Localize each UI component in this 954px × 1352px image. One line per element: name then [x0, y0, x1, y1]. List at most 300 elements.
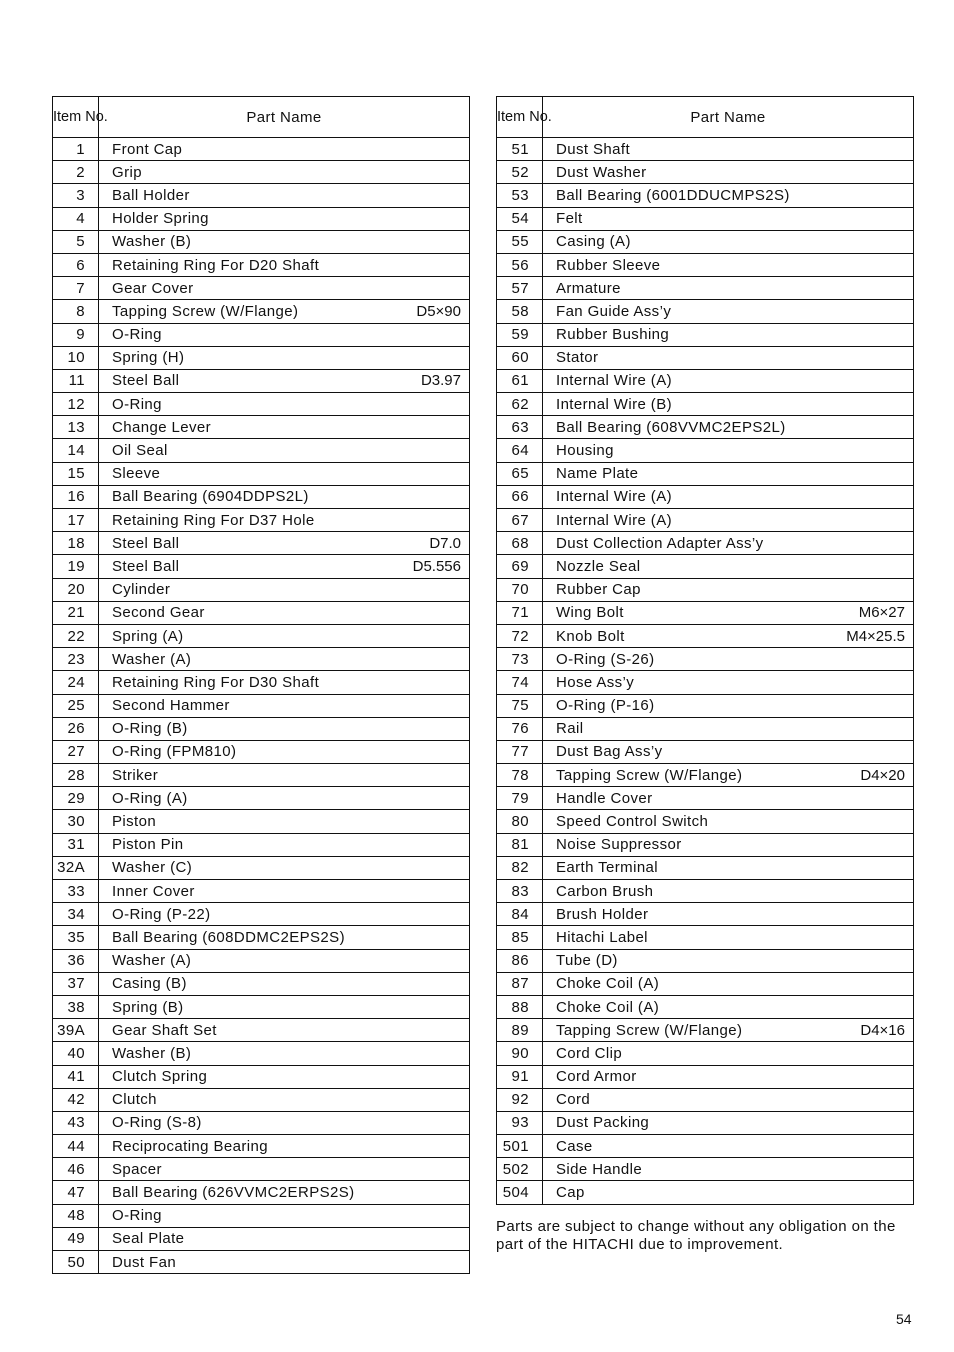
part-name-cell	[99, 648, 470, 671]
part-name-cell	[99, 856, 470, 879]
part-name-cell	[99, 949, 470, 972]
table-row	[53, 462, 470, 485]
table-row	[53, 230, 470, 253]
table-row	[53, 972, 470, 995]
item-no-cell: 504	[497, 1181, 543, 1204]
part-name-text: Earth Terminal	[556, 859, 659, 877]
part-name-cell	[543, 740, 914, 763]
part-name-cell	[99, 1135, 470, 1158]
item-no-cell: 33	[53, 880, 99, 903]
part-name-text: Retaining Ring For D30 Shaft	[112, 673, 320, 691]
item-no-cell: 57	[497, 277, 543, 300]
table-row	[497, 1042, 914, 1065]
item-no-cell: 11	[53, 369, 99, 392]
item-no-cell: 34	[53, 903, 99, 926]
part-name-text: Nozzle Seal	[556, 557, 641, 575]
table-row	[53, 764, 470, 787]
part-name-text: Name Plate	[556, 465, 639, 483]
part-name-cell	[543, 300, 914, 323]
table-row	[497, 323, 914, 346]
table-row	[497, 509, 914, 532]
part-name-text: Internal Wire (B)	[556, 395, 672, 413]
part-name-text: Piston	[112, 813, 157, 831]
part-name-text: Second Hammer	[112, 697, 230, 715]
part-name-text: Hitachi Label	[556, 928, 648, 946]
item-no-cell: 75	[497, 694, 543, 717]
table-row	[497, 138, 914, 161]
table-header-row	[497, 97, 914, 138]
part-name-text: Hose Ass’y	[556, 673, 635, 691]
part-name-text: O-Ring (P-16)	[556, 697, 655, 715]
item-no-cell: 502	[497, 1158, 543, 1181]
item-no-cell: 84	[497, 903, 543, 926]
part-name-text: Reciprocating Bearing	[112, 1137, 268, 1155]
part-name-text: Cylinder	[112, 581, 171, 599]
table-header-row	[53, 97, 470, 138]
table-row	[53, 1019, 470, 1042]
part-name-cell	[543, 1158, 914, 1181]
part-name-cell	[543, 207, 914, 230]
table-row	[497, 764, 914, 787]
part-name-text: Handle Cover	[556, 789, 653, 807]
table-row	[497, 949, 914, 972]
part-name-text: Ball Bearing (608DDMC2EPS2S)	[112, 928, 345, 946]
item-no-header: Item No.	[497, 97, 543, 138]
item-no-cell: 87	[497, 972, 543, 995]
part-spec-text: D5×90	[416, 302, 461, 320]
table-row	[53, 578, 470, 601]
item-no-cell: 51	[497, 138, 543, 161]
part-name-cell	[99, 880, 470, 903]
item-no-cell: 78	[497, 764, 543, 787]
part-name-cell	[543, 1019, 914, 1042]
item-no-cell: 74	[497, 671, 543, 694]
part-name-cell	[543, 346, 914, 369]
part-name-text: Steel Ball	[112, 557, 180, 575]
part-name-cell	[99, 740, 470, 763]
table-row	[53, 903, 470, 926]
part-name-cell	[99, 161, 470, 184]
table-row	[53, 439, 470, 462]
item-no-cell: 39A	[53, 1019, 99, 1042]
item-no-cell: 17	[53, 509, 99, 532]
part-name-text: Oil Seal	[112, 442, 168, 460]
part-name-text: O-Ring (B)	[112, 720, 188, 738]
part-name-text: Internal Wire (A)	[556, 511, 672, 529]
part-name-cell	[543, 787, 914, 810]
item-no-cell: 36	[53, 949, 99, 972]
item-no-cell: 42	[53, 1088, 99, 1111]
table-row	[53, 1111, 470, 1134]
part-name-text: Rubber Cap	[556, 581, 641, 599]
part-name-text: Choke Coil (A)	[556, 975, 660, 993]
part-name-text: Internal Wire (A)	[556, 372, 672, 390]
part-name-text: Carbon Brush	[556, 882, 654, 900]
part-name-text: Dust Fan	[112, 1253, 177, 1271]
table-row	[497, 485, 914, 508]
part-name-text: Spring (H)	[112, 349, 185, 367]
part-name-text: Seal Plate	[112, 1230, 185, 1248]
part-name-cell	[99, 462, 470, 485]
part-name-cell	[543, 926, 914, 949]
table-row	[497, 1135, 914, 1158]
item-no-cell: 56	[497, 253, 543, 276]
part-name-cell	[99, 1088, 470, 1111]
part-name-cell	[543, 972, 914, 995]
part-name-cell	[99, 184, 470, 207]
item-no-cell: 64	[497, 439, 543, 462]
part-name-text: Casing (B)	[112, 975, 187, 993]
part-name-text: Ball Bearing (6001DDUCMPS2S)	[556, 186, 790, 204]
part-name-text: Side Handle	[556, 1160, 643, 1178]
part-name-text: O-Ring	[112, 1207, 162, 1225]
part-name-cell	[543, 694, 914, 717]
item-no-cell: 93	[497, 1111, 543, 1134]
part-name-cell	[543, 671, 914, 694]
part-name-text: O-Ring (S-8)	[112, 1114, 202, 1132]
item-no-cell: 82	[497, 856, 543, 879]
item-no-cell: 6	[53, 253, 99, 276]
item-no-cell: 71	[497, 601, 543, 624]
table-row	[497, 462, 914, 485]
part-name-cell	[99, 671, 470, 694]
table-row	[497, 671, 914, 694]
disclaimer-note: Parts are subject to change without any obligation on the part of the HITACHI due to improvement.	[496, 1218, 896, 1253]
part-name-cell	[99, 393, 470, 416]
part-name-cell	[543, 1065, 914, 1088]
table-row	[497, 416, 914, 439]
item-no-cell: 40	[53, 1042, 99, 1065]
table-row	[497, 903, 914, 926]
part-name-cell	[543, 810, 914, 833]
part-name-text: Inner Cover	[112, 882, 195, 900]
item-no-cell: 21	[53, 601, 99, 624]
part-name-text: O-Ring (FPM810)	[112, 743, 237, 761]
item-no-cell: 44	[53, 1135, 99, 1158]
part-name-cell	[543, 555, 914, 578]
part-name-cell	[543, 578, 914, 601]
table-row	[497, 995, 914, 1018]
table-row	[53, 1181, 470, 1204]
table-row	[497, 230, 914, 253]
table-row	[497, 277, 914, 300]
table-row	[53, 207, 470, 230]
table-row	[53, 833, 470, 856]
part-name-cell	[543, 323, 914, 346]
part-name-text: Ball Holder	[112, 186, 190, 204]
part-name-cell	[543, 253, 914, 276]
item-no-cell: 25	[53, 694, 99, 717]
item-no-cell: 18	[53, 532, 99, 555]
table-row	[497, 787, 914, 810]
item-no-cell: 62	[497, 393, 543, 416]
item-no-cell: 58	[497, 300, 543, 323]
part-name-text: Case	[556, 1137, 593, 1155]
item-no-cell: 7	[53, 277, 99, 300]
item-no-cell: 15	[53, 462, 99, 485]
table-row	[497, 300, 914, 323]
part-name-text: Tapping Screw (W/Flange)	[112, 302, 299, 320]
table-row	[53, 740, 470, 763]
part-name-text: Piston Pin	[112, 836, 184, 854]
item-no-cell: 68	[497, 532, 543, 555]
part-spec-text: M6×27	[858, 604, 905, 622]
item-no-cell: 67	[497, 509, 543, 532]
item-no-cell: 50	[53, 1251, 99, 1274]
part-name-text: Second Gear	[112, 604, 205, 622]
part-name-text: Dust Washer	[556, 163, 647, 181]
part-name-text: Tapping Screw (W/Flange)	[556, 766, 743, 784]
part-name-text: Casing (A)	[556, 233, 631, 251]
part-name-cell	[99, 1181, 470, 1204]
table-row	[53, 277, 470, 300]
part-name-cell	[99, 346, 470, 369]
part-name-cell	[99, 903, 470, 926]
part-spec-text: D4×16	[860, 1021, 905, 1039]
part-name-text: Choke Coil (A)	[556, 998, 660, 1016]
part-name-cell	[543, 1111, 914, 1134]
part-name-cell	[543, 393, 914, 416]
part-name-text: O-Ring (P-22)	[112, 905, 211, 923]
part-name-cell	[99, 1158, 470, 1181]
table-row	[53, 416, 470, 439]
parts-table-right	[496, 96, 914, 1205]
part-name-cell	[99, 369, 470, 392]
part-name-cell	[99, 253, 470, 276]
table-row	[497, 184, 914, 207]
part-name-text: Speed Control Switch	[556, 813, 709, 831]
table-row	[53, 1251, 470, 1274]
part-name-text: O-Ring (A)	[112, 789, 188, 807]
part-name-cell	[543, 717, 914, 740]
item-no-cell: 81	[497, 833, 543, 856]
item-no-cell: 65	[497, 462, 543, 485]
table-row	[53, 694, 470, 717]
table-row	[53, 1065, 470, 1088]
part-name-text: Tube (D)	[556, 952, 618, 970]
item-no-cell: 28	[53, 764, 99, 787]
part-name-cell	[99, 764, 470, 787]
item-no-cell: 10	[53, 346, 99, 369]
part-name-cell	[543, 1088, 914, 1111]
item-no-header: Item No.	[53, 97, 99, 138]
part-name-cell	[543, 462, 914, 485]
table-row	[53, 253, 470, 276]
item-no-cell: 30	[53, 810, 99, 833]
item-no-cell: 13	[53, 416, 99, 439]
table-row	[497, 880, 914, 903]
part-name-cell	[99, 694, 470, 717]
table-row	[497, 1019, 914, 1042]
part-name-cell	[99, 138, 470, 161]
part-name-cell	[99, 555, 470, 578]
part-name-text: Striker	[112, 766, 159, 784]
part-name-text: Rail	[556, 720, 584, 738]
item-no-cell: 88	[497, 995, 543, 1018]
table-row	[497, 1158, 914, 1181]
part-name-text: Housing	[556, 442, 614, 460]
part-name-text: Internal Wire (A)	[556, 488, 672, 506]
part-name-text: Gear Shaft Set	[112, 1021, 217, 1039]
table-row	[497, 439, 914, 462]
part-name-cell	[543, 369, 914, 392]
part-name-text: Spring (B)	[112, 998, 184, 1016]
item-no-cell: 52	[497, 161, 543, 184]
table-row	[53, 648, 470, 671]
part-name-text: Dust Bag Ass’y	[556, 743, 663, 761]
item-no-cell: 86	[497, 949, 543, 972]
part-name-cell	[99, 1019, 470, 1042]
item-no-cell: 5	[53, 230, 99, 253]
item-no-cell: 53	[497, 184, 543, 207]
item-no-cell: 73	[497, 648, 543, 671]
table-row	[497, 555, 914, 578]
part-name-cell	[543, 277, 914, 300]
part-name-cell	[99, 995, 470, 1018]
item-no-cell: 55	[497, 230, 543, 253]
table-row	[497, 161, 914, 184]
part-name-cell	[99, 230, 470, 253]
part-name-text: Holder Spring	[112, 210, 209, 228]
item-no-cell: 83	[497, 880, 543, 903]
part-name-text: Clutch	[112, 1091, 157, 1109]
table-row	[53, 926, 470, 949]
item-no-cell: 35	[53, 926, 99, 949]
table-row	[497, 648, 914, 671]
part-name-cell	[543, 161, 914, 184]
table-row	[53, 949, 470, 972]
part-name-text: Steel Ball	[112, 372, 180, 390]
table-row	[497, 833, 914, 856]
item-no-cell: 27	[53, 740, 99, 763]
table-row	[53, 717, 470, 740]
part-name-cell	[99, 532, 470, 555]
table-row	[53, 323, 470, 346]
part-name-cell	[99, 717, 470, 740]
item-no-cell: 90	[497, 1042, 543, 1065]
table-row	[497, 578, 914, 601]
item-no-cell: 23	[53, 648, 99, 671]
part-name-cell	[99, 833, 470, 856]
part-name-cell	[543, 184, 914, 207]
table-row	[53, 532, 470, 555]
table-row	[53, 509, 470, 532]
part-name-text: Washer (B)	[112, 233, 192, 251]
item-no-cell: 92	[497, 1088, 543, 1111]
item-no-cell: 43	[53, 1111, 99, 1134]
part-name-cell	[543, 995, 914, 1018]
part-name-text: Retaining Ring For D20 Shaft	[112, 256, 320, 274]
part-name-cell	[543, 138, 914, 161]
part-name-text: Spring (A)	[112, 627, 184, 645]
part-name-text: Cord	[556, 1091, 591, 1109]
part-name-cell	[543, 903, 914, 926]
part-name-cell	[99, 485, 470, 508]
part-name-header: Part Name	[99, 97, 470, 138]
table-row	[53, 1135, 470, 1158]
part-name-cell	[99, 323, 470, 346]
part-name-text: Dust Shaft	[556, 140, 631, 158]
part-name-text: O-Ring (S-26)	[556, 650, 655, 668]
part-name-text: Clutch Spring	[112, 1068, 208, 1086]
part-name-cell	[99, 1042, 470, 1065]
table-row	[497, 1181, 914, 1204]
part-name-cell	[543, 764, 914, 787]
part-name-text: O-Ring	[112, 326, 162, 344]
part-name-text: Rubber Sleeve	[556, 256, 661, 274]
item-no-cell: 16	[53, 485, 99, 508]
part-name-cell	[543, 1135, 914, 1158]
item-no-cell: 63	[497, 416, 543, 439]
item-no-cell: 46	[53, 1158, 99, 1181]
part-name-cell	[99, 439, 470, 462]
item-no-cell: 70	[497, 578, 543, 601]
table-row	[497, 856, 914, 879]
table-row	[497, 207, 914, 230]
item-no-cell: 61	[497, 369, 543, 392]
item-no-cell: 48	[53, 1204, 99, 1227]
table-row	[53, 369, 470, 392]
item-no-cell: 29	[53, 787, 99, 810]
part-name-text: Retaining Ring For D37 Hole	[112, 511, 315, 529]
part-name-text: Armature	[556, 279, 621, 297]
part-name-cell	[99, 1204, 470, 1227]
table-row	[53, 624, 470, 647]
item-no-cell: 66	[497, 485, 543, 508]
table-row	[53, 393, 470, 416]
table-row	[53, 856, 470, 879]
item-no-cell: 77	[497, 740, 543, 763]
item-no-cell: 76	[497, 717, 543, 740]
part-name-cell	[99, 972, 470, 995]
item-no-cell: 69	[497, 555, 543, 578]
part-name-text: Ball Bearing (6904DDPS2L)	[112, 488, 309, 506]
table-row	[53, 300, 470, 323]
part-name-cell	[99, 277, 470, 300]
part-name-cell	[99, 624, 470, 647]
part-name-text: Change Lever	[112, 418, 212, 436]
table-row	[53, 1204, 470, 1227]
item-no-cell: 2	[53, 161, 99, 184]
table-row	[53, 810, 470, 833]
table-row	[497, 810, 914, 833]
part-name-text: Felt	[556, 210, 583, 228]
part-name-text: Washer (B)	[112, 1044, 192, 1062]
item-no-cell: 26	[53, 717, 99, 740]
part-name-text: Stator	[556, 349, 599, 367]
table-row	[497, 717, 914, 740]
item-no-cell: 72	[497, 624, 543, 647]
part-name-text: Cap	[556, 1184, 585, 1202]
part-name-text: Gear Cover	[112, 279, 194, 297]
table-row	[53, 346, 470, 369]
part-name-cell	[543, 856, 914, 879]
table-row	[53, 601, 470, 624]
part-name-text: Rubber Bushing	[556, 326, 670, 344]
part-name-cell	[543, 485, 914, 508]
part-name-cell	[99, 601, 470, 624]
part-name-text: Wing Bolt	[556, 604, 624, 622]
table-row	[497, 624, 914, 647]
table-row	[497, 393, 914, 416]
item-no-cell: 32A	[53, 856, 99, 879]
table-row	[53, 138, 470, 161]
part-name-text: Ball Bearing (626VVMC2ERPS2S)	[112, 1184, 355, 1202]
table-row	[53, 485, 470, 508]
table-row	[53, 787, 470, 810]
table-row	[497, 694, 914, 717]
part-name-text: Cord Armor	[556, 1068, 637, 1086]
